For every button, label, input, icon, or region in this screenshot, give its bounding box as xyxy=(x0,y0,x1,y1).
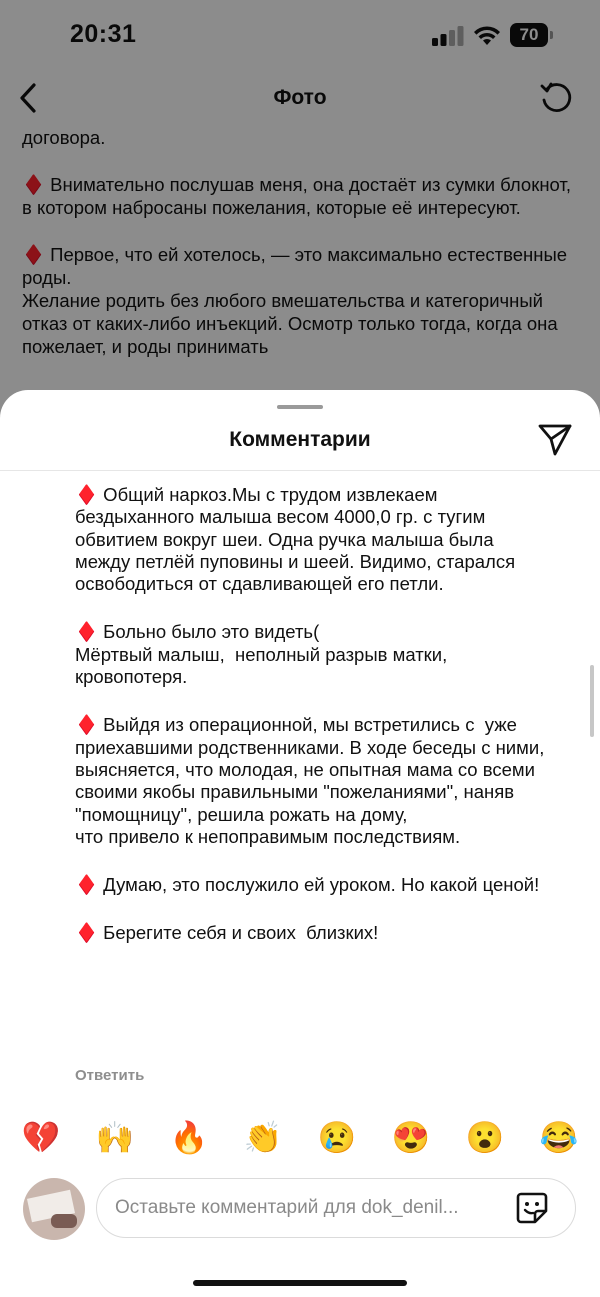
reaction-broken-heart[interactable]: 💔 xyxy=(21,1120,61,1155)
avatar[interactable] xyxy=(23,1178,85,1240)
page-title: Фото xyxy=(273,86,327,109)
comment-paragraph: ♦️ Берегите себя и своих близких! xyxy=(75,922,379,944)
reply-button[interactable]: Ответить xyxy=(75,1067,145,1084)
sticker-icon[interactable] xyxy=(515,1191,549,1225)
post-paragraph: договора. xyxy=(22,127,106,148)
battery-level: 70 xyxy=(510,23,548,47)
reaction-heart-eyes[interactable]: 😍 xyxy=(391,1120,431,1155)
comment-input[interactable] xyxy=(96,1178,576,1238)
reaction-raising-hands[interactable]: 🙌 xyxy=(95,1120,135,1155)
sheet-divider xyxy=(0,470,600,471)
comments-title: Комментарии xyxy=(229,428,371,451)
comment-composer xyxy=(0,1176,600,1240)
reaction-clapping-hands[interactable]: 👏 xyxy=(243,1120,283,1155)
comment-input-placeholder: Оставьте комментарий для dok_denil... xyxy=(115,1197,459,1218)
comment-paragraph: ♦️ Думаю, это послужило ей уроком. Но какой ценой! xyxy=(75,874,540,896)
reaction-fire[interactable]: 🔥 xyxy=(169,1120,209,1155)
quick-reactions xyxy=(0,1118,600,1158)
share-send-icon[interactable] xyxy=(536,422,574,458)
comment-text xyxy=(75,484,545,945)
comment-paragraph: ♦️ Выйдя из операционной, мы встретились с уже приехавшими родственниками. В ходе беседы с ними, выясняется, что молодая, не опытная мама со всеми своими якобы правильными "пожеланиями", наняв "помощницу", решила рожать на дому, что привело к непоправимым последствиям. xyxy=(75,714,545,847)
comments-sheet xyxy=(0,390,600,1297)
reaction-crying-face[interactable]: 😢 xyxy=(317,1120,357,1155)
comment-paragraph: Мёртвый малыш, неполный разрыв матки, кровопотеря. xyxy=(75,643,453,688)
reaction-laughing-face[interactable]: 😂 xyxy=(539,1120,579,1155)
sheet-drag-handle[interactable] xyxy=(277,405,323,409)
reaction-surprised-face[interactable]: 😮 xyxy=(465,1120,505,1155)
comment-paragraph: ♦️ Больно было это видеть( xyxy=(75,621,320,643)
post-paragraph: ♦️ Внимательно послушав меня, она достаёт из сумки блокнот, в котором набросаны пожелания, которые её интересуют. xyxy=(22,174,571,218)
scrollbar[interactable] xyxy=(590,665,594,737)
post-paragraph: ♦️ Первое, что ей хотелось, — это максимально естественные роды. xyxy=(22,244,568,288)
comment-paragraph: ♦️ Общий наркоз.Мы с трудом извлекаем бездыханного малыша весом 4000,0 гр. с тугим обвитием вокруг шеи. Одна ручка малыша была между петлёй пуповины и шеей. Видимо, старался освободиться от сдавливающей его петли. xyxy=(75,484,521,595)
home-indicator xyxy=(193,1280,407,1286)
status-time: 20:31 xyxy=(70,20,137,48)
post-paragraph: Желание родить без любого вмешательства и категоричный отказ от каких-либо инъекций. Осмотр только тогда, когда она пожелает, и роды принимать xyxy=(22,290,558,357)
